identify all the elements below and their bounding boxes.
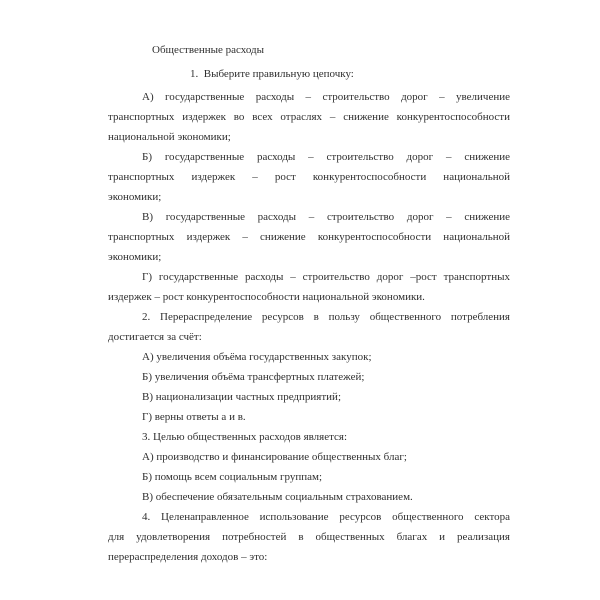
text-line: А) государственные расходы – строительство дорог – увеличение [142,91,510,103]
text-line: транспортных издержек во всех отраслях – снижение конкурентоспособности [108,111,510,123]
text-line: А) увеличения объёма государственных закупок; [142,351,372,363]
paragraph [108,447,510,467]
text-line: В) обеспечение обязательным социальным страхованием. [142,491,413,503]
text-line: Общественные расходы [152,44,265,56]
text-line: А) производство и финансирование общественных благ; [142,451,407,463]
paragraph [108,347,510,367]
document-body [108,40,510,567]
text-line: 4. Целенаправленное использование ресурсов общественного сектора [142,511,510,523]
paragraph [108,367,510,387]
text-line: В) государственные расходы – строительство дорог – снижение [142,211,510,223]
paragraph [108,87,510,147]
text-line: национальной экономики; [108,131,231,143]
paragraph [108,407,510,427]
text-line: 1. Выберите правильную цепочку: [190,68,354,80]
text-line: Б) государственные расходы – строительство дорог – снижение [142,151,510,163]
text-line: перераспределения доходов – это: [108,551,268,563]
text-line: Г) верны ответы а и в. [142,411,246,423]
text-line: экономики; [108,191,162,203]
text-line: издержек – рост конкурентоспособности национальной экономики. [108,291,425,303]
text-line: экономики; [108,251,162,263]
text-line: Б) увеличения объёма трансфертных платежей; [142,371,365,383]
paragraph [108,147,510,207]
paragraph [108,467,510,487]
text-line: 2. Перераспределение ресурсов в пользу общественного потребления [142,311,510,323]
text-line: Г) государственные расходы – строительство дорог –рост транспортных [142,271,510,283]
text-line: В) национализации частных предприятий; [142,391,341,403]
text-line: транспортных издержек – снижение конкурентоспособности национальной [108,231,510,243]
text-line: Б) помощь всем социальным группам; [142,471,323,483]
text-line: достигается за счёт: [108,331,202,343]
text-line: транспортных издержек – рост конкурентоспособности национальной [108,171,510,183]
document-title-paragraph [108,40,510,60]
paragraph [108,267,510,307]
text-line: для удовлетворения потребностей в общественных благах и реализация [108,531,510,543]
paragraph [108,207,510,267]
paragraph [108,387,510,407]
paragraph [108,507,510,567]
paragraph [108,64,510,84]
text-line: 3. Целью общественных расходов является: [142,431,348,443]
paragraph [108,307,510,347]
paragraph [108,427,510,447]
paragraph [108,487,510,507]
